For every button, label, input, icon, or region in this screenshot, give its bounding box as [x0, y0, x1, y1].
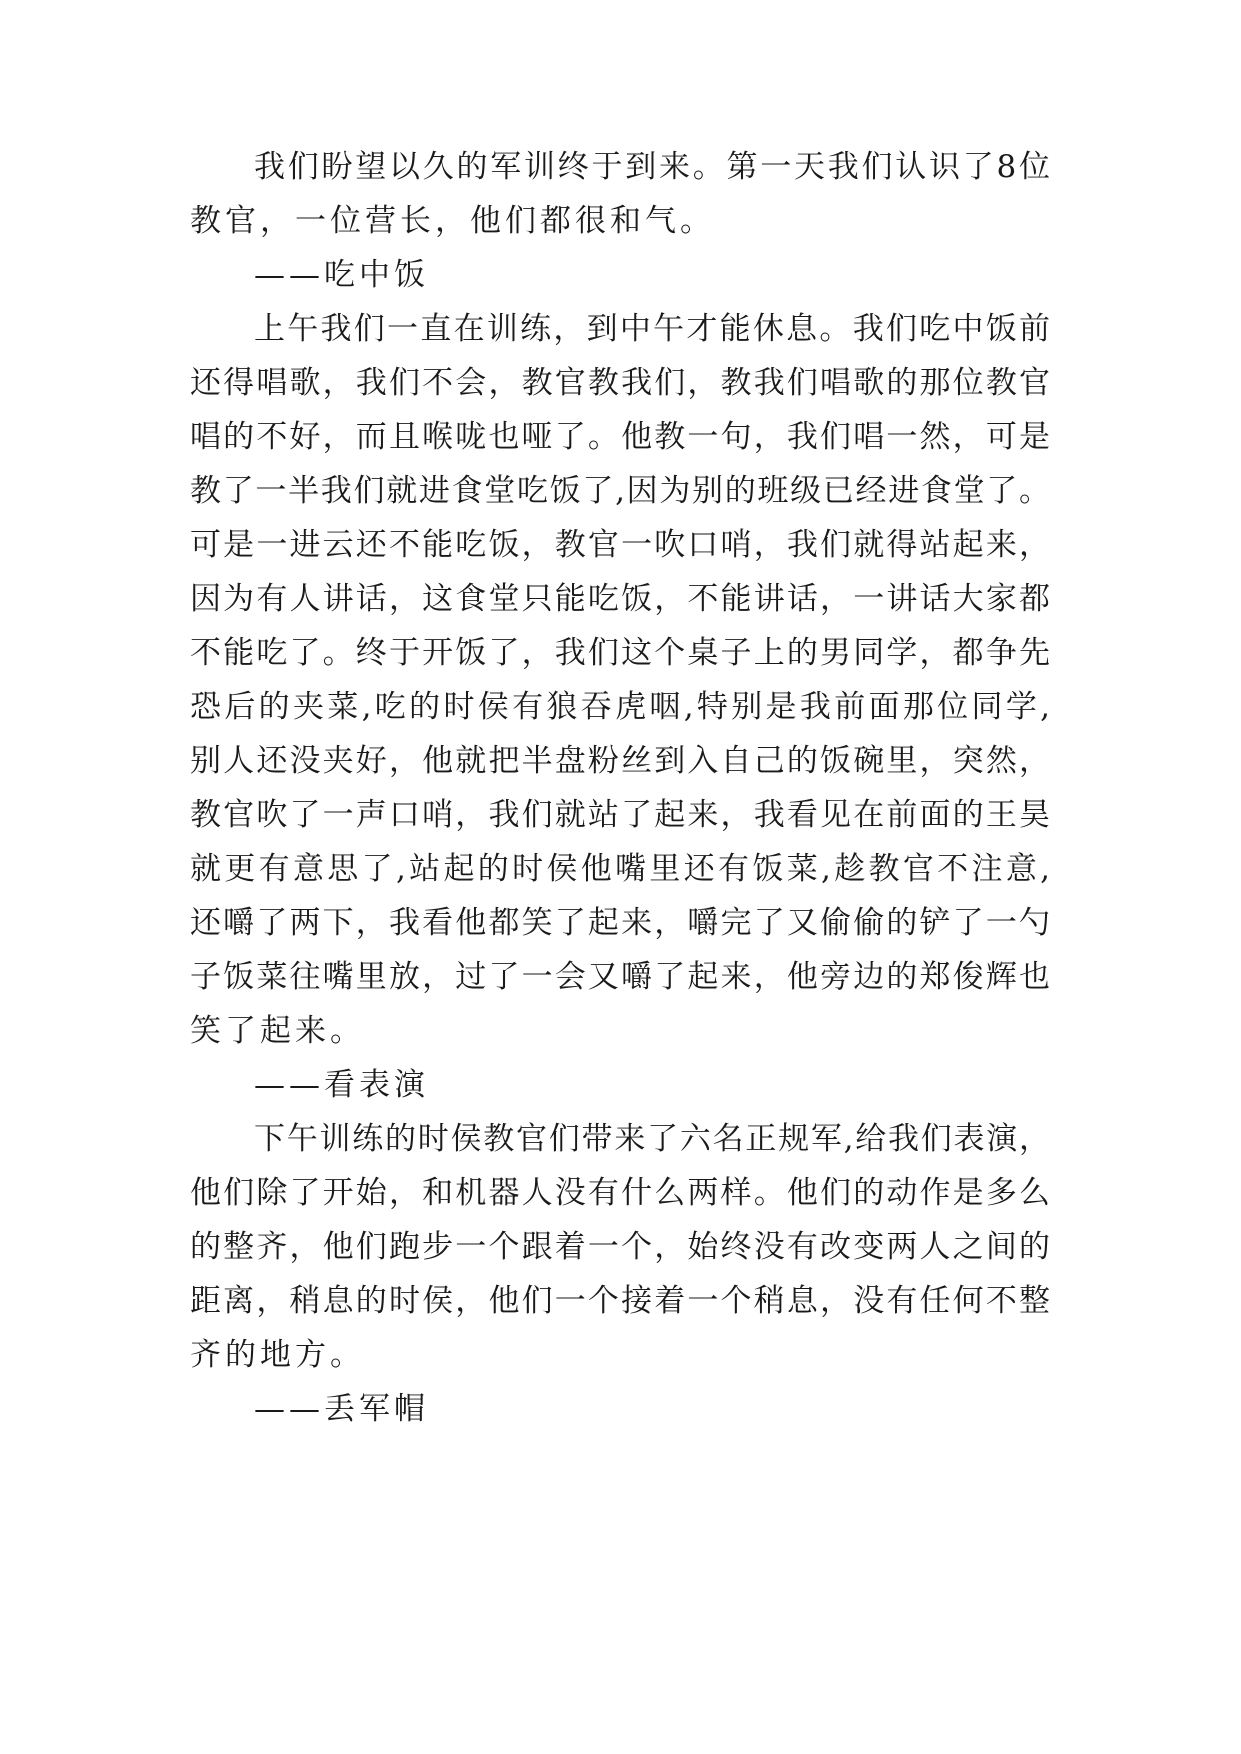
paragraph-line: 的整齐，他们跑步一个跟着一个，始终没有改变两人之间的: [190, 1229, 1050, 1265]
paragraph-line: 因为有人讲话，这食堂只能吃饭，不能讲话，一讲话大家都: [190, 581, 1050, 617]
paragraph-line: 子饭菜往嘴里放，过了一会又嚼了起来，他旁边的郑俊辉也: [190, 959, 1050, 995]
paragraph-line: 教官吹了一声口哨，我们就站了起来，我看见在前面的王昊: [190, 797, 1050, 833]
paragraph-line: 可是一进云还不能吃饭，教官一吹口哨，我们就得站起来，: [190, 527, 1050, 563]
section-heading: ——看表演: [254, 1067, 429, 1103]
paragraph-line: 齐的地方。: [190, 1337, 365, 1373]
paragraph-line: 恐后的夹菜,吃的时侯有狼吞虎咽,特别是我前面那位同学,: [190, 689, 1050, 725]
paragraph-line: 教官，一位营长，他们都很和气。: [190, 203, 715, 239]
paragraph-line: 别人还没夹好，他就把半盘粉丝到入自己的饭碗里，突然，: [190, 743, 1050, 779]
paragraph-line: 就更有意思了,站起的时侯他嘴里还有饭菜,趁教官不注意,: [190, 851, 1050, 887]
paragraph-line: 笑了起来。: [190, 1013, 365, 1049]
paragraph-line: 教了一半我们就进食堂吃饭了,因为别的班级已经进食堂了。: [190, 473, 1050, 509]
paragraph-line: 他们除了开始，和机器人没有什么两样。他们的动作是多么: [190, 1175, 1050, 1211]
paragraph-line: 下午训练的时侯教官们带来了六名正规军,给我们表演，: [254, 1121, 1050, 1157]
paragraph-line: 不能吃了。终于开饭了，我们这个桌子上的男同学，都争先: [190, 635, 1050, 671]
paragraph-line: 还得唱歌，我们不会，教官教我们，教我们唱歌的那位教官: [190, 365, 1050, 401]
section-heading: ——吃中饭: [254, 257, 429, 293]
section-heading: ——丢军帽: [254, 1391, 429, 1427]
paragraph-line: 唱的不好，而且喉咙也哑了。他教一句，我们唱一然，可是: [190, 419, 1050, 455]
paragraph-line: 上午我们一直在训练，到中午才能休息。我们吃中饭前: [254, 311, 1050, 347]
paragraph-line: 还嚼了两下，我看他都笑了起来，嚼完了又偷偷的铲了一勺: [190, 905, 1050, 941]
paragraph-line: 我们盼望以久的军训终于到来。第一天我们认识了8位: [254, 149, 1050, 185]
paragraph-line: 距离，稍息的时侯，他们一个接着一个稍息，没有任何不整: [190, 1283, 1050, 1319]
